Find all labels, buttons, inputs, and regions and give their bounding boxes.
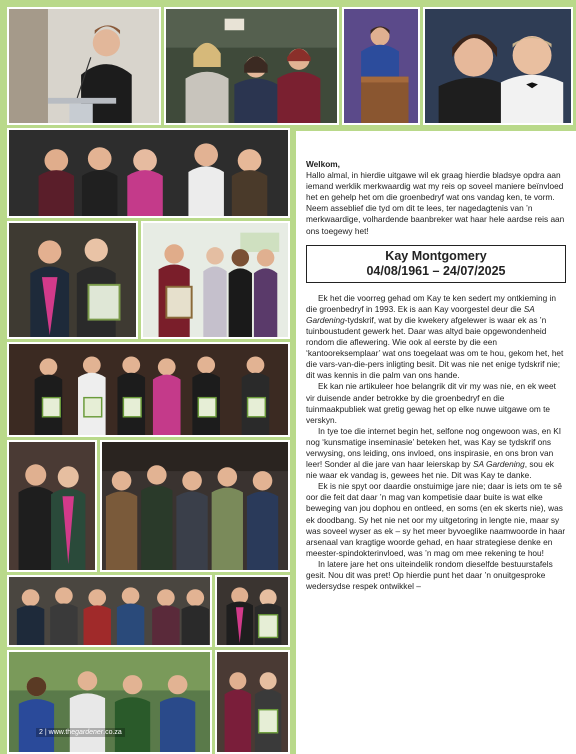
greeting: Welkom, [306, 159, 340, 169]
article-intro [306, 159, 566, 237]
page-number: 2 [39, 729, 43, 736]
footer-separator: | [44, 729, 47, 736]
memorial-name-box [306, 245, 566, 283]
page-footer [36, 728, 125, 737]
body-paragraph-1: Ek het die voorreg gehad om Kay te ken sedert my ontkieming in die groenbedryf in 1993. Ek is aan Kay voorgestel deur die SA Gardening-tydskrif, wat by die kwekery afgelewer is waar ek as ’n tuinboustudent gewerk het. Daar was altyd baie opgewondenheid rondom die aflewering. Wie ook al eerste by die een ‘kantooreksemplaar’ wat ons toegelaat was om te hou, gekom het, het die vars-van-die-pers inligting besit. Dit was nie net enige tydskrif nie; dit was kennis in die palm van ons hande. [306, 292, 564, 381]
photo-speaker-podium [7, 7, 161, 125]
photo-group-celebration [7, 128, 290, 218]
photo-three-women-event [164, 7, 339, 125]
body-paragraph-2: Ek kan nie artikuleer hoe belangrik dit vir my was nie, en ek weet vir duisende ander betrokke by die groenbedryf en die tuinmaakpubliek wat gretig gewag het op elke nuwe uitgawe om te verskyn. [306, 381, 556, 425]
memorial-dates: 04/08/1961 – 24/07/2025 [366, 263, 506, 278]
photo-group-men [7, 575, 212, 647]
article-body [306, 293, 566, 593]
article-panel [296, 131, 576, 754]
intro-paragraph: Hallo almal, in hierdie uitgawe wil ek graag hierdie bladsye opdra aan iemand werklik merkwaardig wat my reis op soveel maniere beïnvloed het en gehelp het om die groenbedryf wat ons vandag ken, te vorm. Neem asseblief die tyd om dit te lees, ter nagedagtenis van ’n merkwaardige, volhardende baanbreker wat haar hele aardse reis aan ons toegewy het! [306, 170, 565, 236]
photo-award-group-banner [141, 221, 290, 339]
body-paragraph-5: In latere jare het ons uiteindelik rondom dieselfde bestuurstafels gesit. Nou dit was pret! Op hierdie punt het daar ’n onuitgesproke wedersydse respek ontwikkel – [306, 558, 553, 592]
photo-award-pair [7, 221, 138, 339]
photo-couple-portrait [423, 7, 573, 125]
magazine-title: SA Gardening [472, 459, 525, 470]
photo-two-women [7, 440, 97, 572]
photo-large-group [100, 440, 290, 572]
photo-woman-certificate [215, 575, 290, 647]
body-paragraph-4: Ek is nie spyt oor daardie onstuimige jare nie; daar is iets om te sê oor die feit dat daar ’n mag van kompetisie daar buite is wat elke beweging van jou dophou en ontleed, en soms (en ek skerts nie), was ek doodbang. Sy het nie net oor my uitgetoring in lengte nie, maar sy was soveel wyser as ek – sy het meer byvoeglike naamwoorde in haar arsenaal van kragtige woorde gehad, en haar strategiese denke en meester-spindokterinvloed, was ’n mag om mee rekening te hou! [306, 481, 566, 558]
website-link[interactable]: www.thegardener.co.za [48, 729, 122, 736]
photo-woman-speaking [342, 7, 420, 125]
body-paragraph-3: In tye toe die internet begin het, selfone nog ongewoon was, en KI nog ‘kunsmatige inseminasie’ beteken het, was Kay se tydskrif ons verwysing, ons leiding, ons invloed, ons inspirasie, en ons bron van leer! Sonder al die jare van haar leierskap by SA Gardening, sou ek nie waar ek vandag is, gewees het nie. Dit was Kay te danke. [306, 425, 562, 481]
memorial-name: Kay Montgomery [385, 248, 487, 263]
photo-certificate-lineup [7, 342, 290, 437]
photo-exhibition-group [7, 650, 212, 754]
magazine-title: SA Gardening [306, 303, 535, 325]
photo-women-awards [215, 650, 290, 754]
